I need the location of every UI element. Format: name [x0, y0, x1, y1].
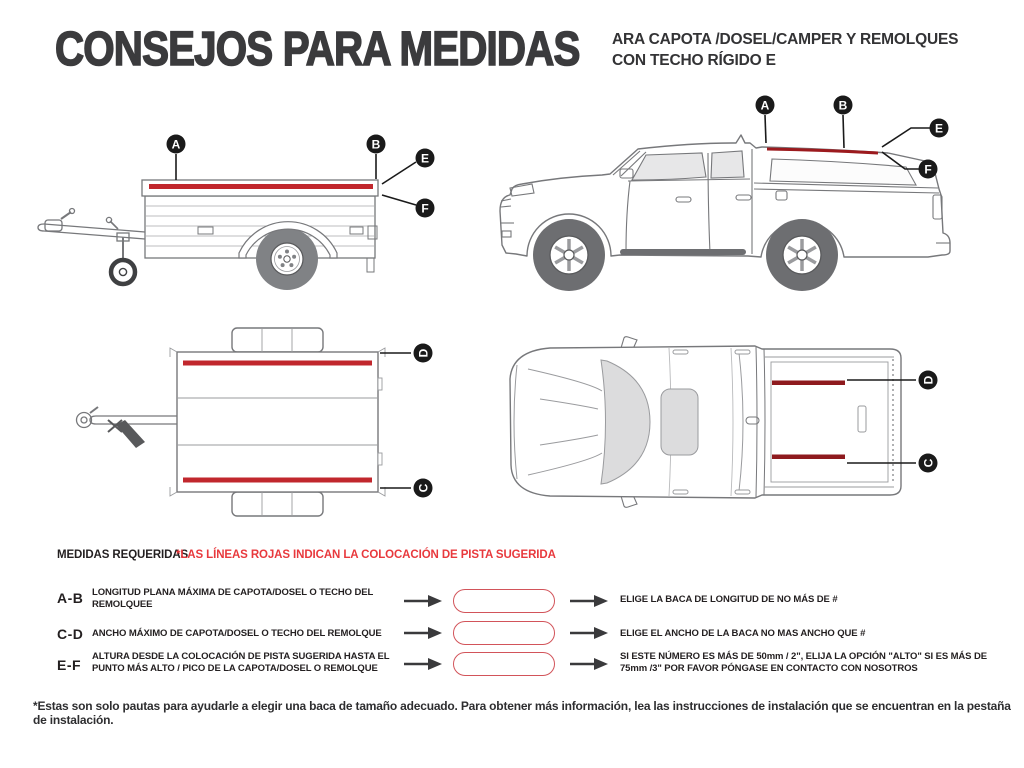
truck-side-view-diagram [480, 85, 1024, 315]
marker-e-badge [930, 119, 949, 138]
trailer-wheel [256, 228, 318, 290]
truck-top-view-diagram [490, 335, 960, 530]
trailer-jockey-wheel [111, 260, 135, 284]
row-ef-description: ALTURA DESDE LA COLOCACIÓN DE PISTA SUGERIDA HASTA EL PUNTO MÁS ALTO / PICO DE LA CAPOTA/DOSEL O REMOLQUE [92, 651, 390, 674]
marker-e-letter: E [420, 151, 430, 166]
trailer-drawbar [38, 209, 145, 261]
arrow-right-icon [570, 595, 608, 607]
subtitle-line-1: ARA CAPOTA /DOSEL/CAMPER Y REMOLQUES [612, 31, 959, 48]
truck-running-board [620, 249, 746, 255]
marker-c-letter: C [416, 483, 431, 493]
arrow-right-icon [570, 658, 608, 670]
marker-a-badge [756, 96, 775, 115]
marker-f-badge [919, 160, 938, 179]
arrow-right-icon [404, 627, 442, 639]
trailer-box-top [177, 328, 378, 516]
marker-e-badge [416, 149, 435, 168]
marker-d-badge [919, 371, 938, 390]
marker-e-letter: E [934, 121, 944, 136]
row-ab-result: ELIGE LA BACA DE LONGITUD DE NO MÁS DE # [620, 594, 838, 605]
marker-lines-trailer-top [380, 353, 411, 488]
arrow-right-icon [570, 627, 608, 639]
marker-b-badge [367, 135, 386, 154]
marker-a-letter: A [171, 137, 181, 152]
marker-d-badge [414, 344, 433, 363]
row-ab-description: LONGITUD PLANA MÁXIMA DE CAPOTA/DOSEL O TECHO DEL REMOLQUEE [92, 587, 373, 610]
row-ef-id: E-F [57, 657, 82, 673]
measurement-pill-ef [453, 652, 555, 676]
arrow-right-icon [404, 595, 442, 607]
measurement-pill-ab [453, 589, 555, 613]
page-title: CONSEJOS PARA MEDIDAS [55, 23, 580, 76]
marker-d-letter: D [921, 375, 936, 385]
marker-d-letter: D [416, 348, 431, 358]
measurements-heading: MEDIDAS REQUERIDAS [57, 549, 189, 561]
footer-note: *Estas son solo pautas para ayudarle a elegir una baca de tamaño adecuado. Para obtener más información, lea las instrucciones de instalación que se encuentran en la pestaña de instalación. [33, 699, 1011, 727]
page-subtitle [612, 29, 958, 71]
row-cd-id: C-D [57, 626, 84, 642]
truck-top-body [510, 346, 901, 498]
trailer-top-view-diagram [40, 325, 460, 525]
marker-b-letter: B [838, 98, 848, 113]
marker-a-badge [167, 135, 186, 154]
arrow-right-icon [404, 658, 442, 670]
marker-a-letter: A [760, 98, 770, 113]
suggested-track-line-truck-top-1 [772, 381, 845, 386]
suggested-track-line-truck-top-2 [772, 455, 845, 460]
marker-f-badge [416, 199, 435, 218]
truck-front-wheel [533, 219, 605, 291]
marker-f-letter: F [924, 162, 932, 177]
marker-c-badge [414, 479, 433, 498]
suggested-track-line-trailer-top-1 [183, 361, 372, 366]
subtitle-line-2: CON TECHO RÍGIDO E [612, 52, 776, 69]
truck-top-sunroof [661, 389, 698, 455]
suggested-track-line-trailer-side [149, 184, 373, 189]
truck-rear-wheel [766, 219, 838, 291]
row-cd-result: ELIGE EL ANCHO DE LA BACA NO MAS ANCHO QUE # [620, 628, 866, 639]
marker-b-letter: B [371, 137, 381, 152]
marker-b-badge [834, 96, 853, 115]
row-ef-result: SI ESTE NÚMERO ES MÁS DE 50mm / 2", ELIJA LA OPCIÓN "ALTO" SI ES MÁS DE 75mm /3" POR FAVOR PÓNGASE EN CONTACTO CON NOSOTROS [620, 651, 987, 674]
marker-c-badge [919, 454, 938, 473]
marker-c-letter: C [921, 458, 936, 468]
red-lines-note: *LAS LÍNEAS ROJAS INDICAN LA COLOCACIÓN DE PISTA SUGERIDA [176, 549, 556, 561]
trailer-side-view-diagram [30, 100, 460, 315]
row-cd-description: ANCHO MÁXIMO DE CAPOTA/DOSEL O TECHO DEL REMOLQUE [92, 628, 382, 639]
measurement-pill-cd [453, 621, 555, 645]
marker-f-letter: F [421, 201, 429, 216]
row-ab-id: A-B [57, 590, 84, 606]
suggested-track-line-trailer-top-2 [183, 478, 372, 483]
